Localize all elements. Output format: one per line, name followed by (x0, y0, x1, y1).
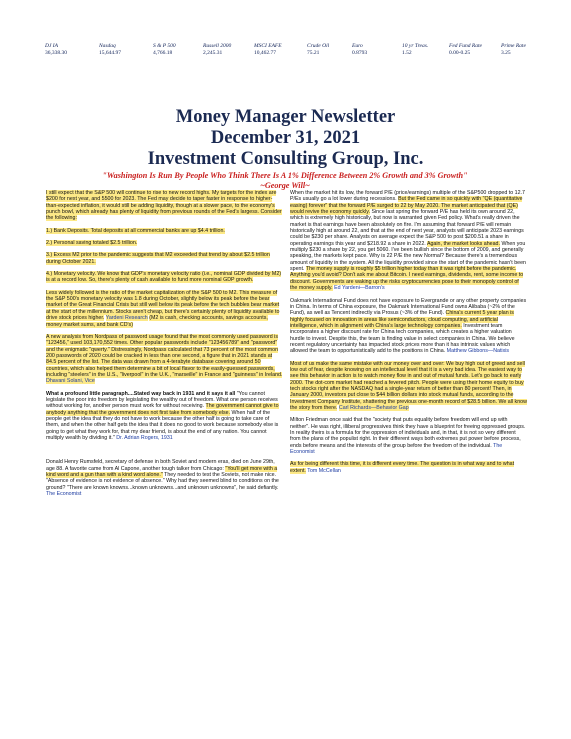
paragraph-text: Investment team incorporates a higher discount rate for China tech companies, which creates a higher valuation hurdle to invest. Despite this, the team is finding value in select companies in China. We believe recent regulatory uncertainty has impacted stock prices more than it has intrinsic values which allowed the team to opportunistically add to the positions in China. (290, 322, 515, 355)
paragraph-rumsfeld (46, 459, 283, 497)
ticker-value: 4,766.18 (153, 50, 173, 56)
paragraph-forward-pe (290, 190, 527, 292)
ticker-value: 10,462.77 (254, 50, 276, 56)
ticker-label: Fed Fund Rate (449, 43, 482, 49)
paragraph-text: Since last spring the forward P/E has held its own around 22, which is extremely high historically, but now is warranted given Fed policy. What's really driven the market is that earnings have been absolutely on fire. I'm assuming that forward P/E will remain historically high at around 22, and that at the end of next year, analysts will anticipate 2023 earnings could be $230 per share. Analysts on average expect the S&P 500 to post $200.51 a share in operating earnings this year and $218.92 a share in 2022. (290, 209, 524, 247)
paragraph-text: "You cannot legislate the poor into freedom by legislating the wealthy out of freedom. What one person receives without working for, another person must work for without receiving. (46, 390, 278, 410)
paragraph-text: 4.) Monetary velocity. We know that GDP's monetary velocity ratio (i.e., nominal GDP divided by M2) is at a record low. So, there's plenty of cash available to fund more nominal GDP growth. (46, 271, 282, 284)
paragraph-text: When you multiply $230 a share by 22, you get 5060. I've been bullish since the bottom of 2009, and generally speaking, the markets kept pace. Why is 22 P/E the new Normal? Because there's a tremendous amount of liquidity in the system. All the liquidity provided since the start of the pandemic hasn't been spent. (290, 240, 526, 273)
paragraph-text: 2.) Personal saving totaled $2.5 trillion. (46, 240, 138, 247)
paragraph-text: "You'll get more with a kind word and a gun than with a kind word alone." (46, 465, 278, 479)
paragraph-bank-deposits (46, 228, 283, 234)
paragraph-text: I still expect that the S&P 500 will continue to rise to new record highs. My targets for the index are $200 for next year, and 5500 for 2023. The Fed may decide to taper faster in response to higher-than-expected inflation, it would still be adding liquidity, though at a slower pace, to the economy's punch bowl, which already has plenty of liquidity from previous rounds of the Fed's largess. Consider the following: (46, 190, 282, 222)
ticker-value: 1.52 (402, 50, 412, 56)
source-attribution: Tom McCellan (307, 467, 341, 474)
ticker-label: MSCI EAFE (254, 43, 282, 49)
paragraph-friedman (290, 417, 527, 455)
paragraph-lead: What a profound little paragraph....Stated way back in 1931 and it says it all (46, 390, 236, 397)
paragraph-monetary-velocity (46, 271, 283, 284)
paragraph-rogers-quote (46, 391, 283, 442)
ticker-item-fed-fund (449, 43, 501, 57)
paragraph-text: (M2 is cash, checking accounts, savings accounts, money market sums, and bank CD's) (46, 315, 268, 328)
right-column (290, 190, 527, 480)
market-ticker (45, 43, 551, 57)
feature-quote (60, 171, 510, 191)
ticker-value: 75.21 (307, 50, 320, 56)
paragraph-text: China's current 5 year plan is highly focused on innovation in areas like semiconductors, cloud computing, and artificial intelligence, which in alignment with China's large technology companies. (290, 310, 514, 329)
source-attribution: Yardeni Research (105, 315, 148, 322)
ticker-value: 3.25 (501, 50, 511, 56)
source-attribution: The Economist (290, 442, 503, 456)
source-attribution: The Economist (46, 491, 82, 498)
newsletter-title: Money Manager Newsletter (175, 107, 396, 127)
ticker-value: 36,338.30 (45, 50, 67, 56)
ticker-value: 2,245.31 (203, 50, 223, 56)
paragraph-money-mistakes (290, 361, 527, 412)
ticker-item-euro (352, 43, 402, 57)
paragraph-different-time (290, 461, 527, 474)
paragraph-personal-saving (46, 240, 283, 246)
ticker-label: Crude Oil (307, 43, 330, 49)
ticker-label: S & P 500 (153, 43, 176, 49)
paragraph-excess-m2 (46, 252, 283, 265)
paragraph-text: 1.) Bank Deposits. Total deposits at all commercial banks are up $4.4 trillion. (46, 227, 225, 234)
ticker-label: Prime Rate (501, 43, 526, 49)
ticker-label: Euro (352, 43, 363, 49)
paragraph-sp500-targets (46, 190, 283, 222)
paragraph-text: Oakmark International Fund does not have exposure to Evergrande or any other property companies in China. In terms of China exposure, the Oakmark International Fund owns Alibaba (~2% of the Fund), as well as Tencent indirectly via Prosus (~3% of the Fund). (290, 297, 527, 317)
ticker-value: 0.8793 (352, 50, 368, 56)
ticker-item-eafe (254, 43, 307, 57)
quote-text: "Washington Is Run By People Who Think There Is A 1% Difference Between 2% Growth and 3% Growth" (102, 171, 468, 180)
ticker-label: DJ IA (45, 43, 58, 49)
paragraph-passwords (46, 334, 283, 385)
paragraph-market-cap-m2 (46, 290, 283, 328)
ticker-item-sp500 (153, 43, 203, 57)
paragraph-text: When the market hit its low, the forward P/E (price/earnings) multiple of the S&P500 dropped to 12.7 P/Es usually go a lot lower during recessions. (290, 190, 525, 203)
paragraph-oakmark (290, 298, 527, 355)
paragraph-text: But the Fed came in so quickly with "QE (quantitative easing) forever" that the forward P/E surged to 22 by May 2020. The market anticipated that (QE) would revive the economy quickly. (290, 196, 523, 216)
ticker-label: Nasdaq (99, 43, 116, 49)
paragraph-text: Again, the market looks ahead. (426, 240, 500, 247)
ticker-item-russell (203, 43, 254, 57)
ticker-item-prime (501, 43, 541, 57)
quote-author: ~George Will~ (260, 181, 310, 190)
paragraph-text: When half of the people get the idea that they do not have to work because the other half is going to take care of them, and when the other half gets the idea that it does no good to work because somebody else is going to get what they work for, that my dear friend, is about the end of any nation. You cannot multiply wealth by dividing it." (46, 409, 279, 441)
paragraph-text: Most of us make the same mistake with our money over and over: We buy high out of greed and sell low out of fear, despite knowing on an intellectual level that it is a very bad idea. The easiest way to see this behavior in action is to watch money flow in and out of mutual funds. Let's go back to early 2000. The dot-com market had reached a fevered pitch. People were using their home equity to buy tech stocks right after the NASDAQ had a single-year return of better than 80 percent! Then, in January 2000, investors put close to $44 billion dollars into stock mutual funds, according to the Investment Company Institute, shattering the previous one-month record of $28.5 billion. We all know the story from there. (290, 360, 527, 411)
paragraph-text: Less widely followed is the ratio of the market capitalization of the S&P 500 to M2. This measure of the S&P 500's monetary velocity was 1.8 during October, slightly below its peak before the bear market of the Great Financial Crisis but still well below its peak before the tech bubbles bear market at the start of the millennium. Stocks aren't cheap, but there's certainly plenty of liquidity available to drive stock prices higher. (46, 289, 280, 322)
paragraph-text: As for being different this time, it is different every time. The question is in what way and to what extent. (290, 461, 515, 474)
ticker-item-djia (45, 43, 99, 57)
source-attribution: Matthew Gibbons—Natixis (446, 348, 510, 355)
ticker-item-nasdaq (99, 43, 153, 57)
source-attribution: Dr. Adrian Rogers, 1931 (116, 435, 173, 441)
paragraph-text: Donald Henry Rumsfeld, secretary of defense in both Soviet and modern eras, died on June 29th, age 88. A favorite came from Al Capone, another tough talker from Chicago: (46, 459, 275, 472)
ticker-value: 15,644.97 (99, 50, 121, 56)
source-attribution: Carl Richards—Behavior Gap (338, 405, 409, 411)
paragraph-text: The money supply is roughly $5 trillion higher today than it was right before the pandemic. Anything you'd avoid? Don't ask me about Bitcoin. I need earnings, dividends, rent, some income to discount. Governments are waking up the risks cryptocurrencies pose to their monopoly control of the money supply. (290, 266, 524, 292)
ticker-value: 0.00-0.25 (449, 50, 471, 56)
ticker-label: Russell 2000 (203, 43, 232, 49)
paragraph-text: Milton Friedman once said that the "society that puts equality before freedom will end up with neither". He was right, illiberal progressives think they have a blueprint for freeing oppressed groups. In reality theirs is a formula for the oppression of individuals and, in that, it is not so very different from the plans of the populist right. In their different ways both extremes put power before process, ends before means and the interests of the group before the freedom of the individual. (290, 417, 526, 449)
source-attribution: Ed Yardeni—Barron's (334, 285, 385, 292)
company-name: Investment Consulting Group, Inc. (147, 149, 424, 169)
ticker-item-crude (307, 43, 352, 57)
paragraph-text: A new analysis from Nordpass of password usage found that the most commonly used password is "123456," used 103,170,552 times. Other popular passwords include "123456789" and "password" and the enigmatic "qwerty." Distressingly, Nordpass calculated that 73 percent of the most common 200 passwords of 2020 could be cracked in less than one second, a figure that in 2021 stands at 84.5 percent of the list. The data was drawn from a 4-terabyte database covering around 50 countries, which also helped them determine a bit of local flavor to the easily-guessed passwords, including "steelers" in the U.S., "liverpool" in the U.K., "marseille" in France and "guinness" in Ireland. (46, 333, 283, 378)
ticker-label: 10 yr Treas. (402, 43, 429, 49)
left-column (46, 190, 283, 503)
paragraph-text: The government cannot give to anybody anything that the government does not first take from somebody else. (46, 403, 279, 416)
ticker-item-treasury (402, 43, 449, 57)
source-attribution: Dhavani Solani, Vice (46, 378, 95, 385)
newsletter-date: December 31, 2021 (210, 128, 361, 148)
paragraph-text: 3.) Excess M2 prior to the pandemic suggests that M2 exceeded that trend by about $2.5 trillion during October 2021. (46, 252, 270, 265)
paragraph-text: They needed to test the Soviets, not make nice. "Absence of evidence is not evidence of absence." Why had they seemed blind to conditions on the ground? "There are known knowns...known unknowns...and unknown unknowns", he said defiantly. (46, 472, 279, 491)
